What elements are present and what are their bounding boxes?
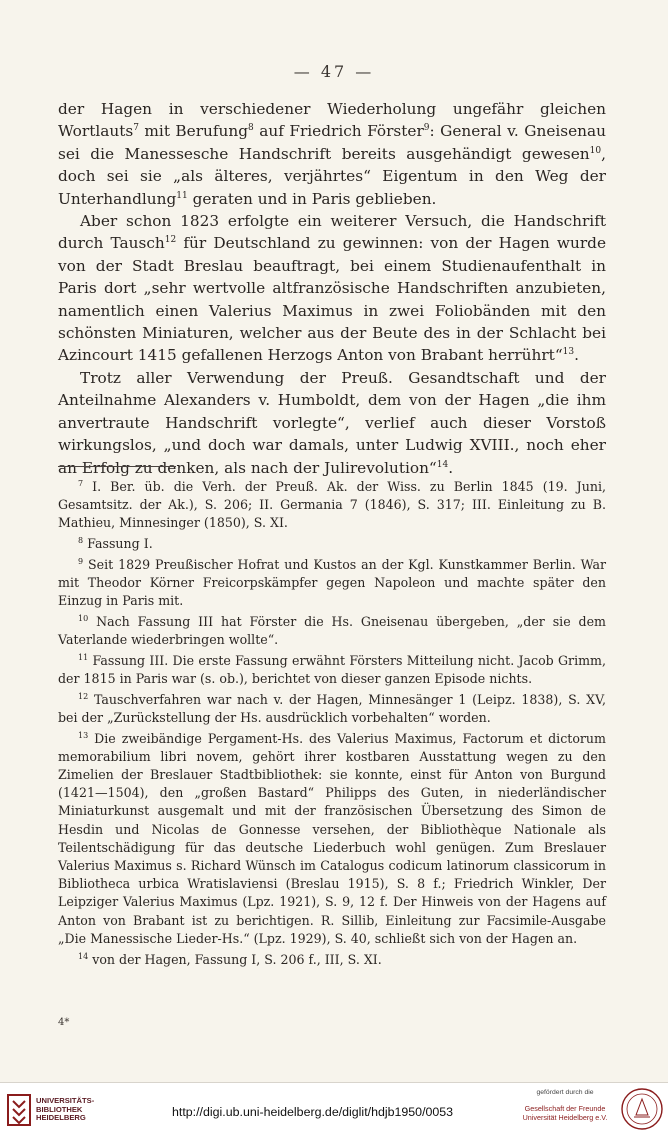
footnote-reference[interactable]: 8 bbox=[248, 123, 254, 134]
university-seal-icon bbox=[620, 1087, 664, 1131]
footnote: $^8$ Fassung I. bbox=[78, 536, 153, 552]
footnote-reference[interactable]: 10 bbox=[589, 145, 602, 156]
text-run: für Deutschland zu gewinnen: von der Hagen wurde von der Stadt Breslau beauftragt, bei einem Studienaufenthalt in Paris dort „sehr wertvolle altfranzösische Handschriften anzubieten, namentlich einen Valerius Maximus in zwei Foliobänden mit den schönsten Miniaturen, welcher aus der Beute des in der Schlacht bei Azincourt 1415 gefallenen Herzogs Anton von Brabant herrührt“ bbox=[58, 234, 607, 365]
text-run: auf Friedrich Förster bbox=[253, 122, 424, 141]
main-text bbox=[58, 98, 606, 479]
signature-mark: 4* bbox=[58, 1017, 70, 1028]
text-run: , doch sei sie „als älteres, verjährtes“ Eigentum in den Weg der Unterhandlung bbox=[58, 144, 606, 208]
text-run: Aber schon 1823 erfolgte ein weiterer Versuch, die Handschrift durch Tausch bbox=[58, 212, 606, 253]
footnote: $^7$ I. Ber. üb. die Verh. der Preuß. Ak. der Wiss. zu Berlin 1845 (19. Juni, Gesamtsitz. der Ak.), S. 206; II. Germania 7 (1846), S. 317; III. Einleitung zu B. Mathieu, Minnesinger (1850), S. XI. bbox=[58, 479, 606, 531]
footnote: $^{12}$ Tauschverfahren war nach v. der Hagen, Minnesänger 1 (Leipz. 1838), S. XV, bei der „Zurückstellung der Hs. ausdrücklich vorbehalten“ worden. bbox=[58, 691, 606, 725]
text-run: Trotz aller Verwendung der Preuß. Gesandtschaft und der Anteilnahme Alexanders v. Humboldt, dem von der Hagen „die ihm anvertraute Handschrift vorlegte“, verlief auch dieser Vorstoß wirkungslos, „und doch war damals, unter Ludwig XVIII., noch eher an Erfolg zu denken, als nach der Julirevolution“ bbox=[58, 368, 606, 477]
footnote: $^9$ Seit 1829 Preußischer Hofrat und Kustos an der Kgl. Kunstkammer Berlin. War mit Theodor Körner Freicorpskämpfer gegen Napoleon und machte später den Einzug in Paris mit. bbox=[58, 556, 606, 609]
text-run: geraten und in Paris geblieben. bbox=[187, 189, 437, 208]
paragraph bbox=[58, 367, 606, 479]
ub-heidelberg-logo-icon[interactable] bbox=[6, 1093, 32, 1127]
footnote: $^{11}$ Fassung III. Die erste Fassung erwähnt Försters Mitteilung nicht. Jacob Grimm, der 1815 in Paris war (s. ob.), berichtet von dieser ganzen Episode nichts. bbox=[58, 652, 606, 687]
paragraph bbox=[58, 210, 606, 367]
footnote: $^{14}$ von der Hagen, Fassung I, S. 206 f., III, S. XI. bbox=[78, 951, 382, 967]
paragraph bbox=[58, 98, 606, 210]
footnote: $^{13}$ Die zweibändige Pergament-Hs. des Valerius Maximus, Factorum et dictorum memorabilium libri novem, gehört ihrer kostbaren Ausstattung wegen zu den Zimelien der Breslauer Stadtbibliothek: sie konnte, einst für Anton von Burgund (1421—1504), den „großen Bastard“ Philipps des Guten, in niederländischer Miniaturkunst ausgemalt und mit der französischen Übersetzung des Simon de Hesdin und Nicolas de Gonnesse versehen, der Bibliothèque Nationale als Teilentschädigung für das deutsche Liederbuch wohl genügen. Zum Breslauer Valerius Maximus s. Richard Wünsch im Catalogus codicum latinorum classicorum in Bibliotheca urbica Wratislaviensi (Breslau 1915), S. 8 f.; Friedrich Winkler, Der Leipziger Valerius Maximus (Lpz. 1921), S. 9, 12 f. Der Hinweis von der Hagens auf Anton von Brabant ist zu berichtigen. R. Sillib, Einleitung zur Facsimile-Ausgabe „Die Manessische Lieder-Hs.“ (Lpz. 1929), S. 40, schließt sich von der Hagen an. bbox=[58, 730, 606, 946]
funder-credit[interactable] bbox=[512, 1089, 618, 1122]
footnote-reference[interactable]: 7 bbox=[133, 123, 139, 134]
text-run: . bbox=[574, 346, 579, 365]
footnote: $^{10}$ Nach Fassung III hat Förster die Hs. Gneisenau übergeben, „der sie dem Vaterlande wiederbringen wollte“. bbox=[58, 613, 606, 648]
text-run: . bbox=[448, 458, 454, 477]
footnote-reference[interactable]: 12 bbox=[164, 235, 177, 246]
text-run: der Hagen in verschiedener Wiederholung ungefähr gleichen Wortlauts bbox=[58, 100, 606, 141]
footnote-divider bbox=[58, 466, 176, 467]
funder-name: Gesellschaft der Freunde Universität Heidelberg e.V. bbox=[522, 1104, 608, 1122]
funder-label: gefördert durch die bbox=[536, 1089, 594, 1096]
footnote-reference[interactable]: 14 bbox=[436, 459, 449, 470]
page-number: — 47 — bbox=[293, 62, 375, 81]
text-run: : General v. Gneisenau sei die Manessesche Handschrift bereits ausgehändigt gewesen bbox=[58, 122, 606, 163]
footnote-reference[interactable]: 9 bbox=[423, 123, 430, 134]
text-run: mit Berufung bbox=[138, 122, 249, 141]
source-url-link[interactable]: http://digi.ub.uni-heidelberg.de/diglit/hdjb1950/0053 bbox=[172, 1105, 454, 1119]
footnote-reference[interactable]: 13 bbox=[562, 347, 575, 358]
footnotes bbox=[58, 478, 606, 971]
library-name[interactable]: UNIVERSITÄTS- BIBLIOTHEK HEIDELBERG bbox=[36, 1096, 95, 1123]
digitization-footer bbox=[0, 1082, 668, 1141]
footnote-reference[interactable]: 11 bbox=[176, 190, 188, 201]
